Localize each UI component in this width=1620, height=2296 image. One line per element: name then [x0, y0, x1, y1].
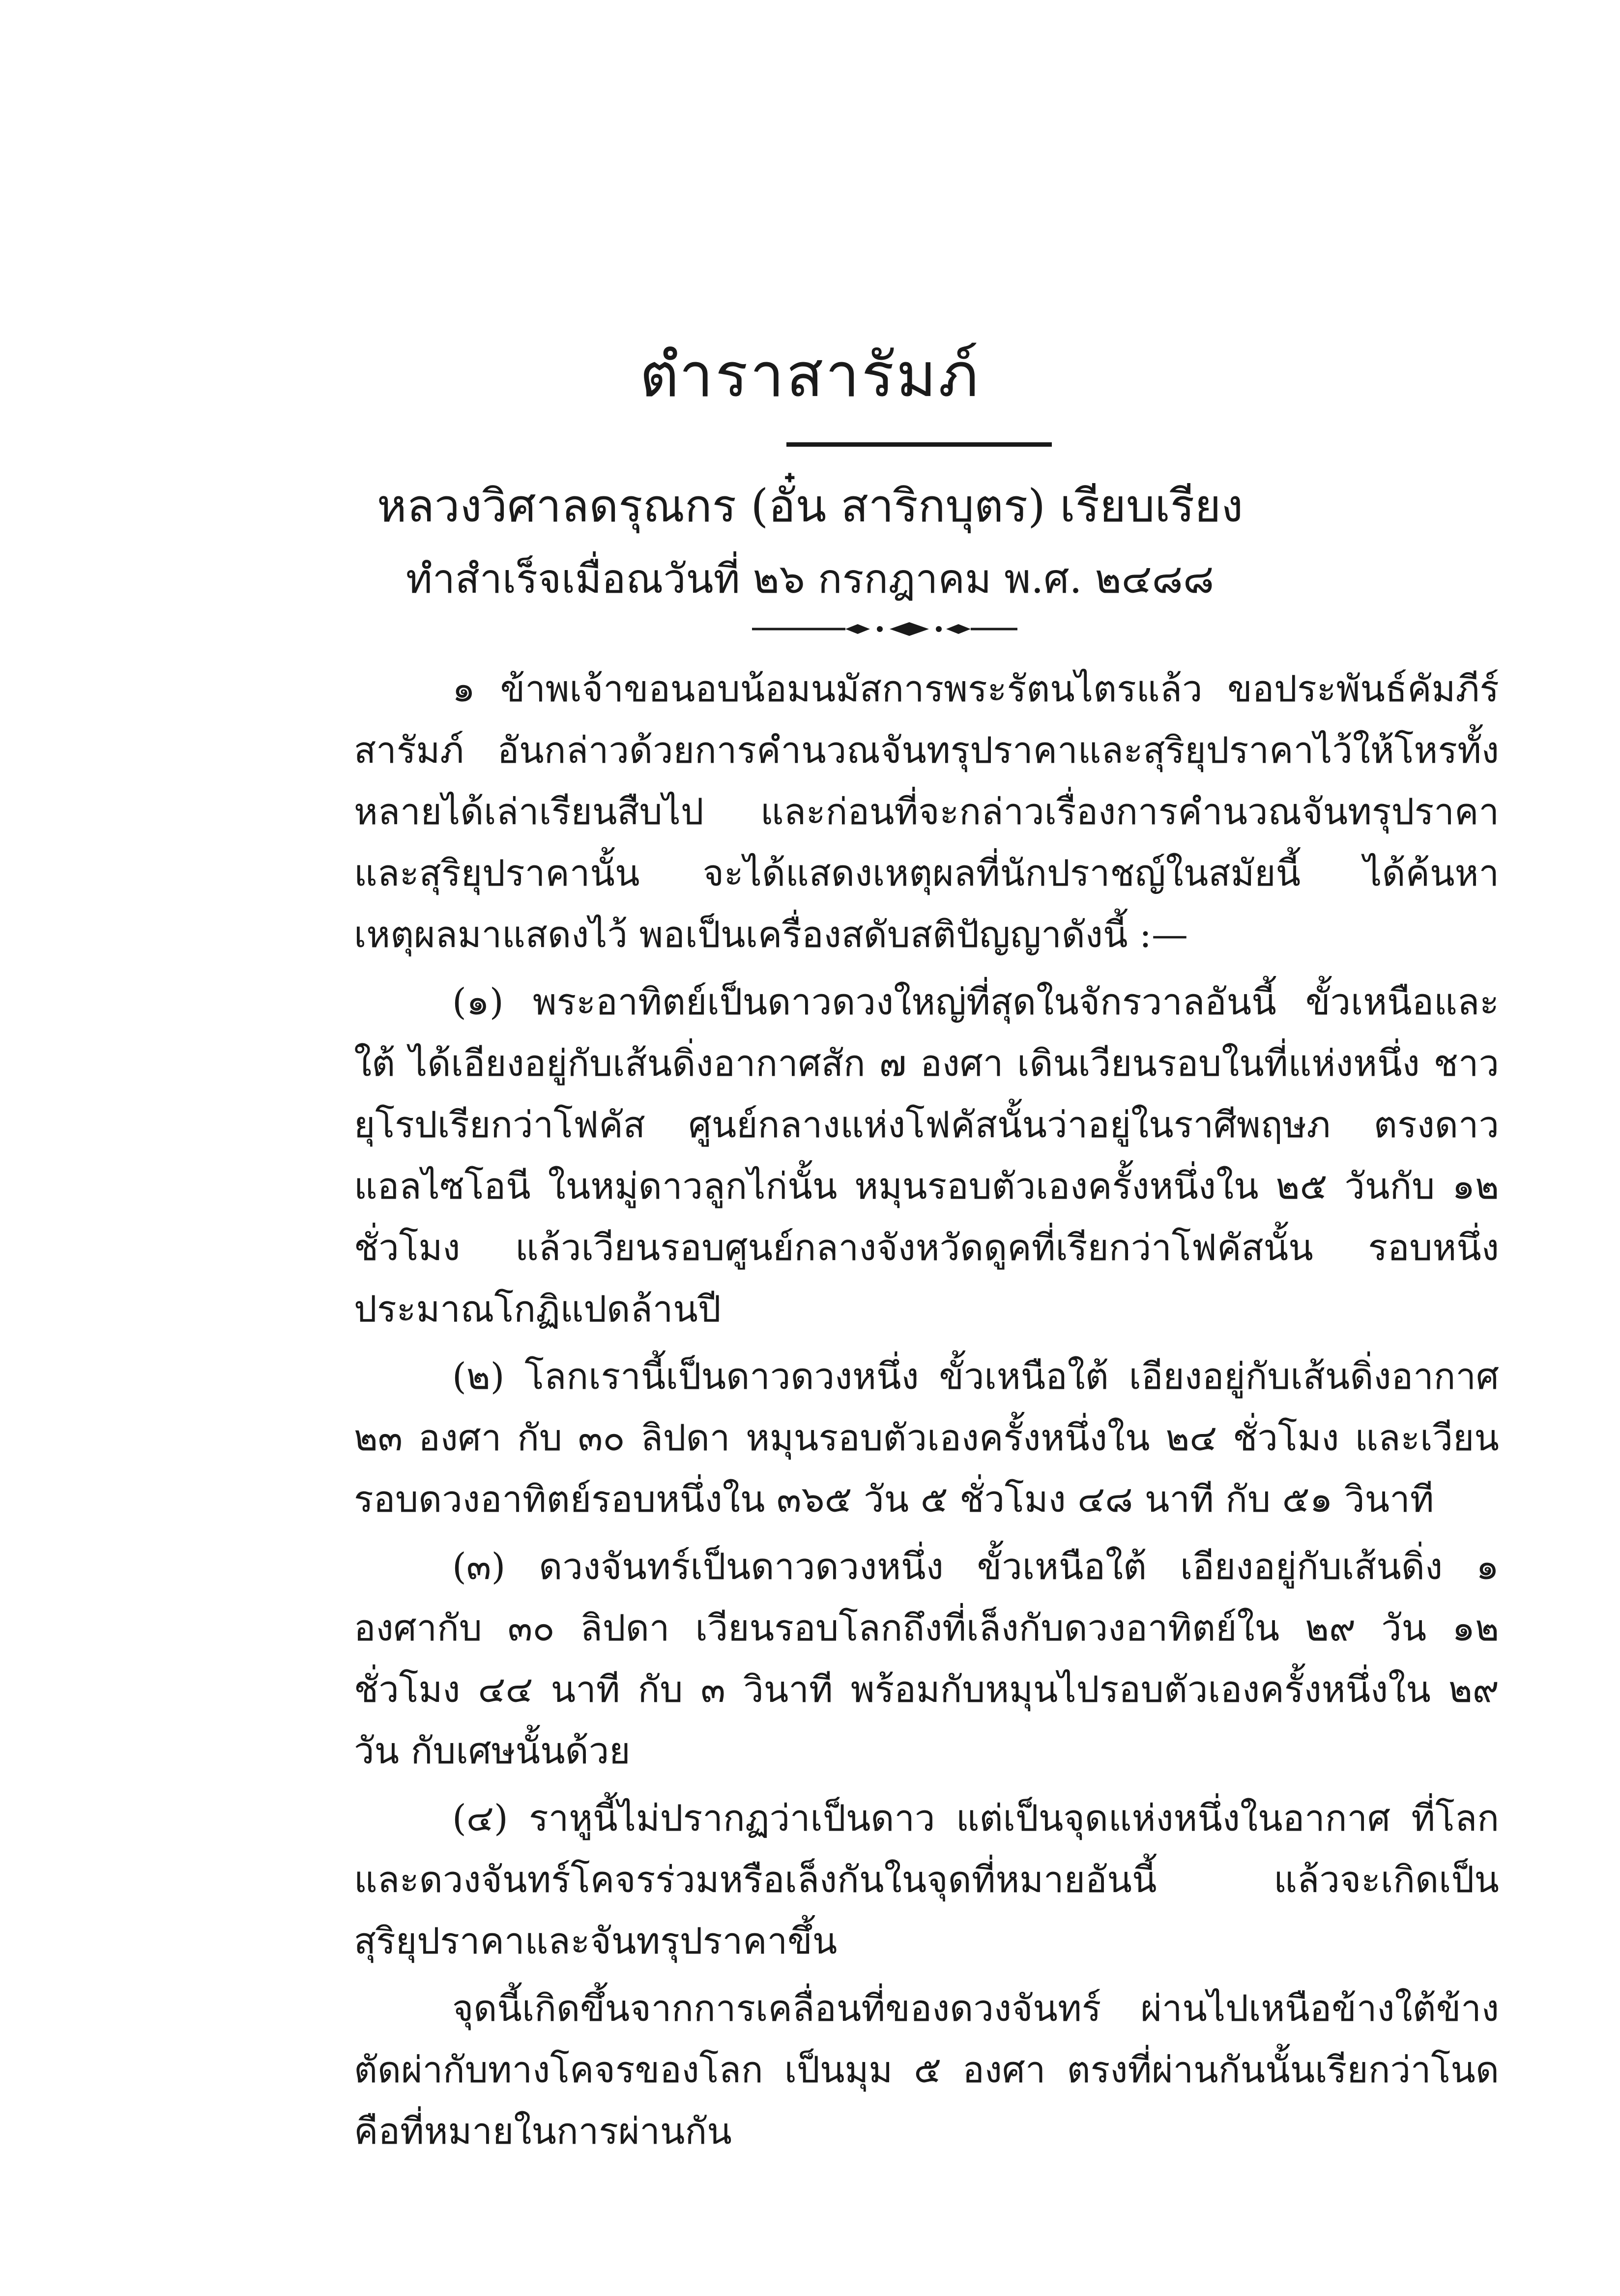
paragraph-continuation: จุดนี้เกิดขึ้นจากการเคลื่อนที่ของดวงจันทร์ ผ่านไปเหนือข้างใต้ข้าง ตัดผ่ากับทางโคจรของโลก เป็นมุม ๕ องศา ตรงที่ผ่านกันนั้นเรียกว่าโนด คือที่หมายในการผ่านกัน: [354, 1987, 1499, 2152]
date-line: ทำสำเร็จเมื่อณวันที่ ๒๖ กรกฎาคม พ.ศ. ๒๔๘๘: [405, 556, 1215, 603]
paragraph-item-3: (๓) ดวงจันทร์เป็นดาวดวงหนึ่ง ขั้วเหนือใต้ เอียงอยู่กับเส้นดิ่ง ๑ องศากับ ๓๐ ลิปดา เวียนรอบโลกถึงที่เล็งกับดวงอาทิตย์ใน ๒๙ วัน ๑๒ ชั่วโมง ๔๔ นาที กับ ๓ วินาที พร้อมกับหมุนไปรอบตัวเองครั้งหนึ่งใน ๒๙ วัน กับเศษนั้นด้วย: [354, 1546, 1499, 1772]
document-title: ตำราสารัมภ์: [639, 340, 981, 411]
paragraph-item-1: (๑) พระอาทิตย์เป็นดาวดวงใหญ่ที่สุดในจักรวาลอันนี้ ขั้วเหนือและใต้ ได้เอียงอยู่กับเส้นดิ่งอากาศสัก ๗ องศา เดินเวียนรอบในที่แห่งหนึ่ง ชาวยุโรปเรียกว่าโฟคัส ศูนย์กลางแห่งโฟคัสนั้นว่าอยู่ในราศีพฤษภ ตรงดาวแอลไซโอนี ในหมู่ดาวลูกไก่นั้น หมุนรอบตัวเองครั้งหนึ่งใน ๒๕ วันกับ ๑๒ ชั่วโมง แล้วเวียนรอบศูนย์กลางจังหวัดดูคที่เรียกว่าโฟคัสนั้น รอบหนึ่งประมาณโกฏิแปดล้านปี: [354, 981, 1499, 1330]
document-body: [354, 659, 1499, 2168]
title-underline: [786, 442, 1052, 447]
paragraph-item-4: (๔) ราหูนี้ไม่ปรากฏว่าเป็นดาว แต่เป็นจุดแห่งหนึ่งในอากาศ ที่โลกและดวงจันทร์โคจรร่วมหรือเล็งกันในจุดที่หมายอันนี้ แล้วจะเกิดเป็นสุริยุปราคาและจันทรุปราคาขึ้น: [354, 1797, 1499, 1962]
paragraph-intro: ๑ ข้าพเจ้าขอนอบน้อมนมัสการพระรัตนไตรแล้ว ขอประพันธ์คัมภีร์สารัมภ์ อันกล่าวด้วยการคำนวณจันทรุปราคาและสุริยุปราคาไว้ให้โหรทั้งหลายได้เล่าเรียนสืบไป และก่อนที่จะกล่าวเรื่องการคำนวณจันทรุปราคาและสุริยุปราคานั้น จะได้แสดงเหตุผลที่นักปราชญ์ในสมัยนี้ ได้ค้นหาเหตุผลมาแสดงไว้ พอเป็นเครื่องสดับสติปัญญาดังนี้ :—: [354, 668, 1499, 956]
paragraph-item-2: (๒) โลกเรานี้เป็นดาวดวงหนึ่ง ขั้วเหนือใต้ เอียงอยู่กับเส้นดิ่งอากาศ ๒๓ องศา กับ ๓๐ ลิปดา หมุนรอบตัวเองครั้งหนึ่งใน ๒๔ ชั่วโมง และเวียนรอบดวงอาทิตย์รอบหนึ่งใน ๓๖๕ วัน ๕ ชั่วโมง ๔๘ นาที กับ ๕๑ วินาที: [354, 1355, 1499, 1521]
author-line: หลวงวิศาลดรุณกร (อั๋น สาริกบุตร) เรียบเรียง: [376, 480, 1244, 532]
ornament-divider: [747, 614, 1022, 644]
